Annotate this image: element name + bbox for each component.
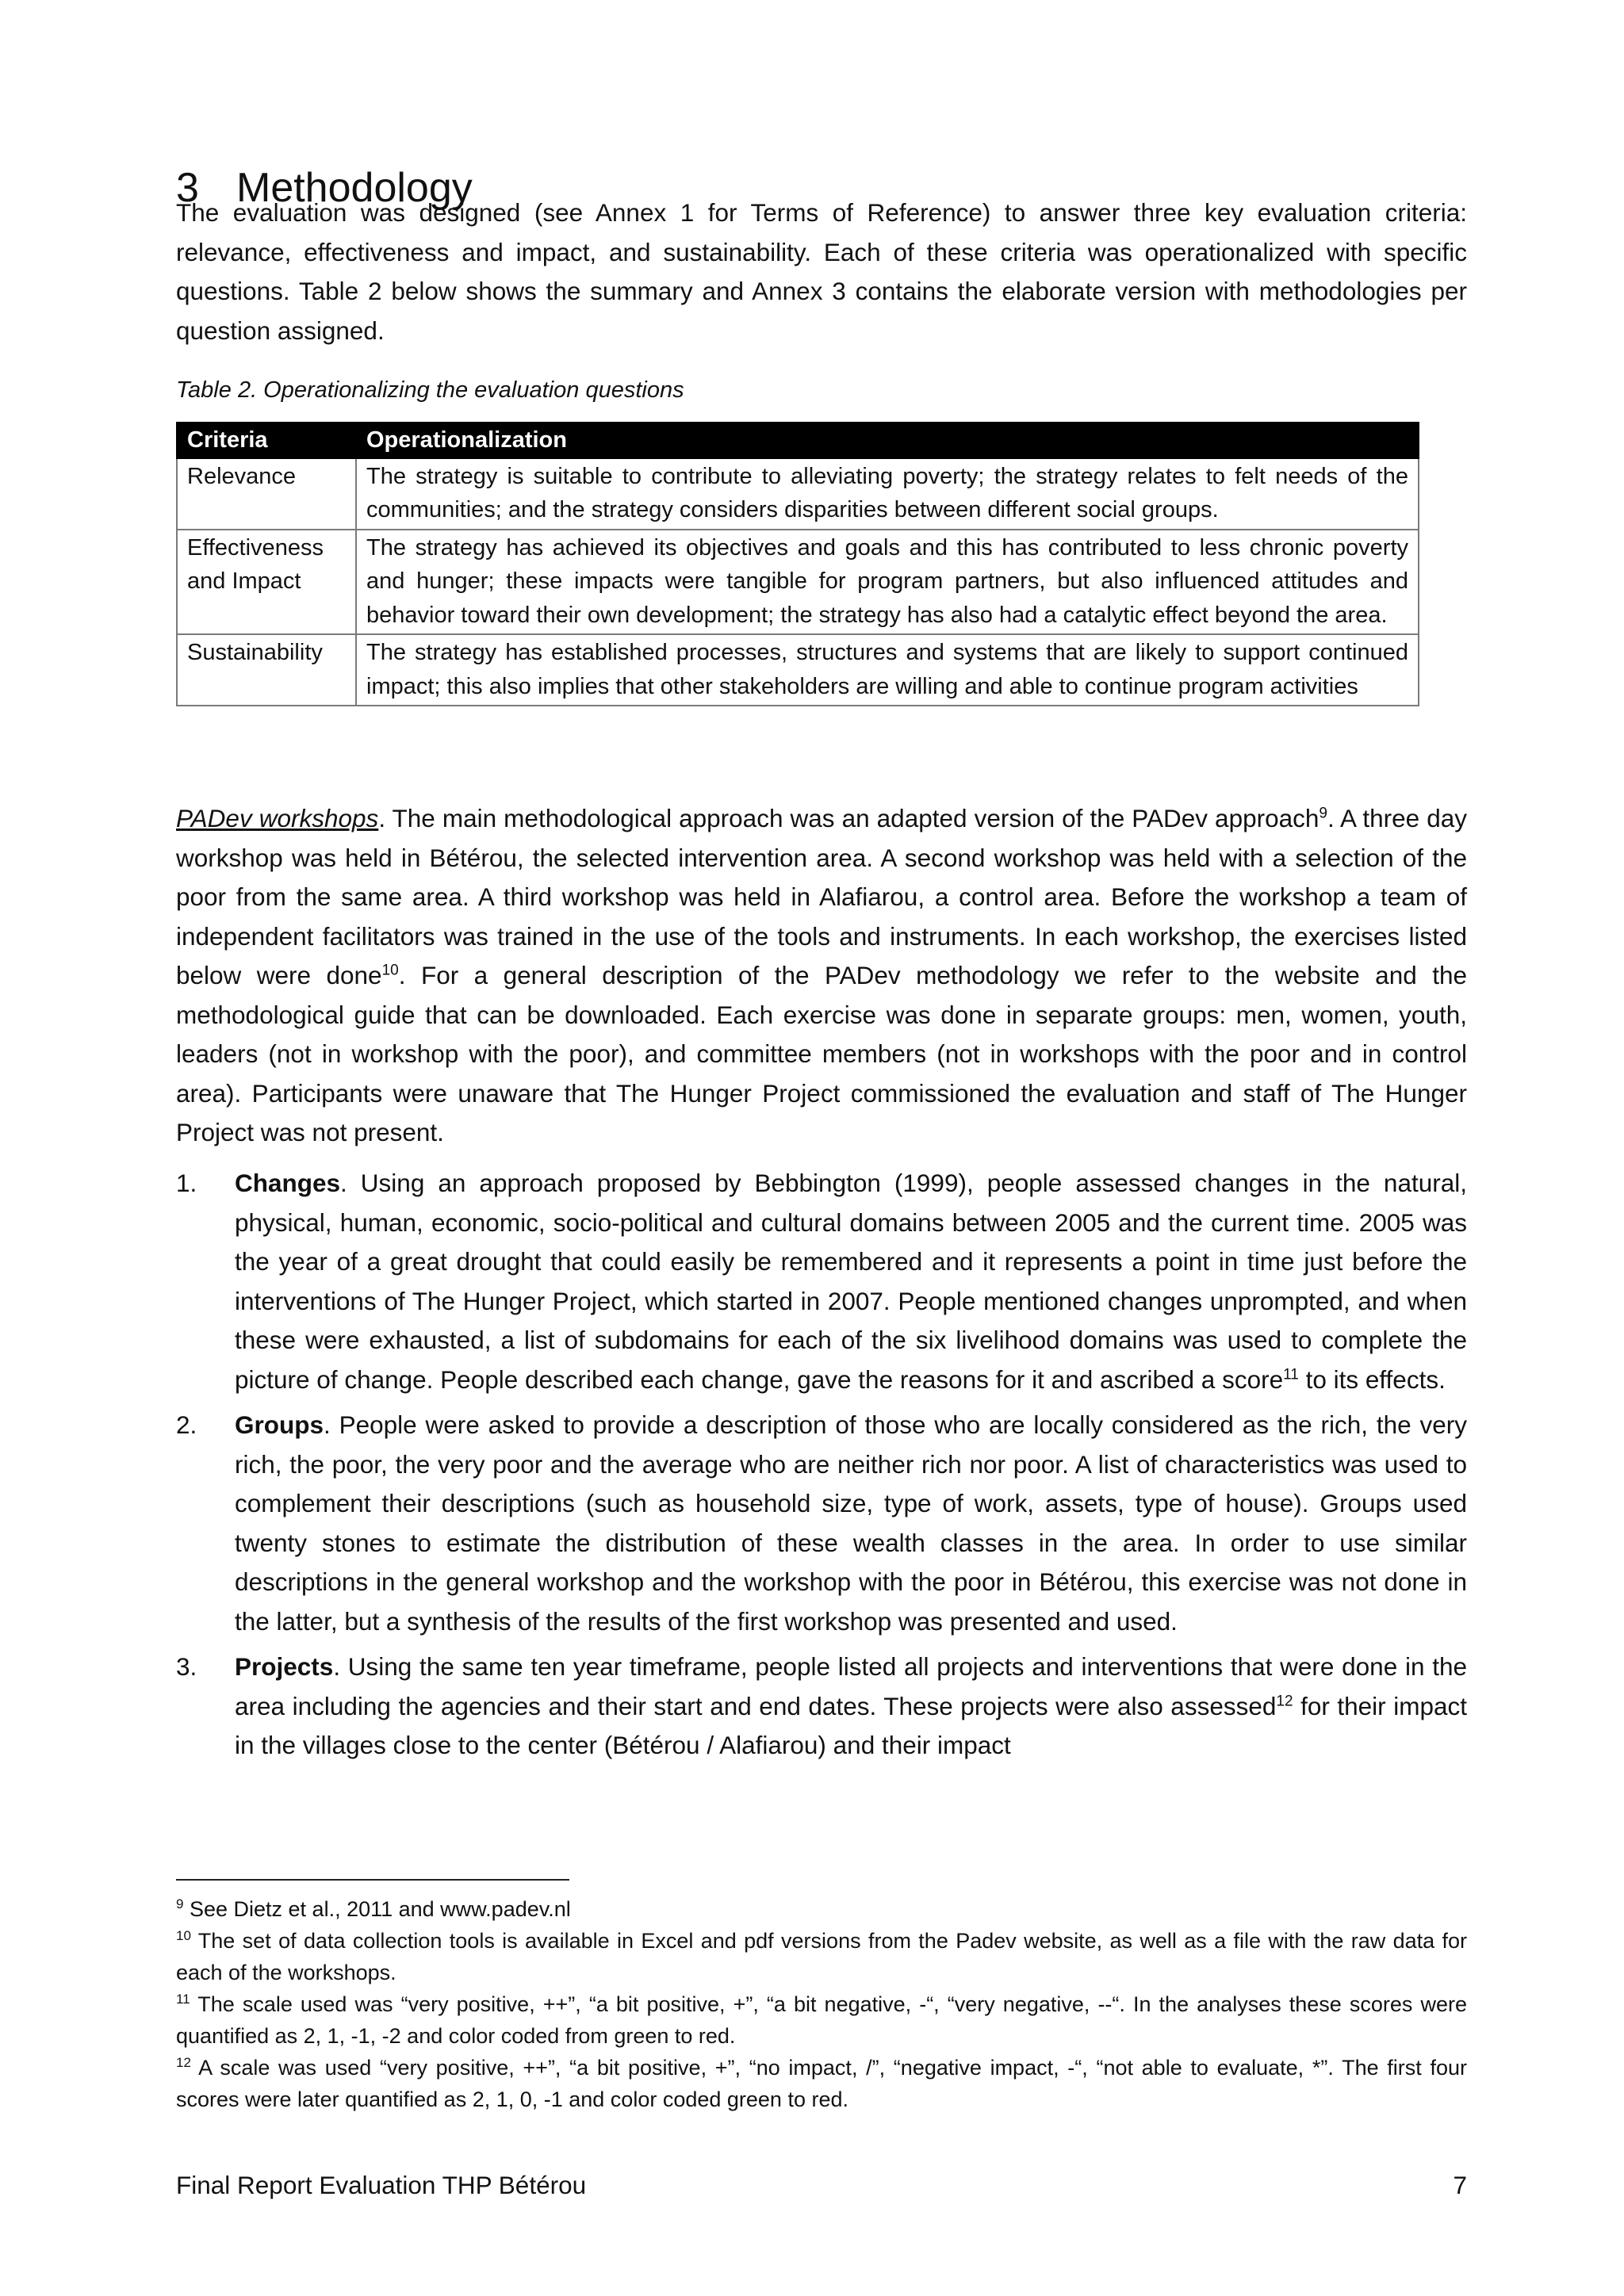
- table-row: [177, 634, 1419, 706]
- list-item-title: Groups: [235, 1410, 324, 1439]
- footnote-ref[interactable]: 11: [1283, 1366, 1299, 1383]
- footnote-number: 10: [176, 1928, 191, 1943]
- column-header-criteria: Criteria: [177, 423, 356, 458]
- page-footer: [176, 2169, 1467, 2201]
- table-header-row: [177, 423, 1419, 458]
- table-row: [177, 530, 1419, 635]
- section-number: 3: [176, 164, 199, 211]
- list-item-text: . Using the same ten year timeframe, people listed all projects and interventions that were done in the area including the agencies and their start and end dates. These projects were also assessed: [235, 1652, 1467, 1720]
- footnote-number: 11: [176, 1992, 190, 2007]
- padev-title: PADev workshops: [176, 804, 379, 832]
- footnote: [176, 1893, 1467, 1925]
- footnote-text: The scale used was “very positive, ++”, “a bit positive, +”, “a bit negative, -“, “very negative, --“. In the analyses these scores were quantified as 2, 1, -1, -2 and color coded from green to red.: [176, 1992, 1467, 2048]
- intro-paragraph: The evaluation was designed (see Annex 1 for Terms of Reference) to answer three key evaluation criteria: relevance, effectiveness and impact, and sustainability. Each of these criteria was operationalized with specific questions. Table 2 below shows the summary and Annex 3 contains the elaborate version with methodologies per question assigned.: [176, 198, 1467, 345]
- footnote: [176, 2052, 1467, 2115]
- padev-text: . The main methodological approach was an adapted version of the PADev approach: [378, 804, 1320, 832]
- list-number: 3.: [176, 1652, 197, 1681]
- table-caption: Table 2. Operationalizing the evaluation questions: [176, 377, 684, 403]
- list-item: [176, 1647, 1467, 1766]
- footnote-number: 9: [176, 1896, 184, 1911]
- footnote-ref[interactable]: 10: [381, 962, 399, 979]
- document-page: [176, 0, 1467, 2296]
- list-item-title: Changes: [235, 1169, 341, 1197]
- operationalization-cell: The strategy has achieved its objectives and goals and this has contributed to less chronic poverty and hunger; these impacts were tangible for program partners, but also influenced attitudes and behavior toward their own development; the strategy has also had a catalytic effect beyond the area.: [356, 530, 1419, 635]
- footnote-divider: [176, 1879, 569, 1881]
- operationalization-cell: The strategy is suitable to contribute to alleviating poverty; the strategy relates to felt needs of the communities; and the strategy considers disparities between different social groups.: [356, 458, 1419, 530]
- criteria-table: [176, 422, 1419, 706]
- padev-text: . For a general description of the PADev methodology we refer to the website and the methodological guide that can be downloaded. Each exercise was done in separate groups: men, women, youth, leaders (not in workshop with the poor), and committee members (not in workshops with the poor and in control area). Participants were unaware that The Hunger Project commissioned the evaluation and staff of The Hunger Project was not present.: [176, 961, 1467, 1146]
- footnote-number: 12: [176, 2055, 191, 2070]
- footnote-text: The set of data collection tools is available in Excel and pdf versions from the Padev website, as well as a file with the raw data for each of the workshops.: [176, 1929, 1467, 1984]
- list-item-text: . People were asked to provide a description of those who are locally considered as the rich, the very rich, the poor, the very poor and the average who are neither rich nor poor. A list of characteristics was used to complement their descriptions (such as household size, type of work, assets, type of house). Groups used twenty stones to estimate the distribution of these wealth classes in the area. In order to use similar descriptions in the general workshop and the workshop with the poor in Bétérou, this exercise was not done in the latter, but a synthesis of the results of the first workshop was presented and used.: [235, 1410, 1467, 1636]
- list-item-text: . Using an approach proposed by Bebbington (1999), people assessed changes in the natural, physical, human, economic, socio-political and cultural domains between 2005 and the current time. 2005 was the year of a great drought that could easily be remembered and it represents a point in time just before the interventions of The Hunger Project, which started in 2007. People mentioned changes unprompted, and when these were exhausted, a list of subdomains for each of the six livelihood domains was used to complete the picture of change. People described each change, gave the reasons for it and ascribed a score: [235, 1169, 1467, 1394]
- padev-text: . A three day workshop was held in Bétérou, the selected intervention area. A second workshop was held with a selection of the poor from the same area. A third workshop was held in Alafiarou, a control area. Before the workshop a team of independent facilitators was trained in the use of the tools and instruments. In each workshop, the exercises listed below were done: [176, 804, 1467, 989]
- table-row: [177, 458, 1419, 530]
- page-number: 7: [1453, 2171, 1467, 2199]
- operationalization-cell: The strategy has established processes, structures and systems that are likely to support continued impact; this also implies that other stakeholders are willing and able to continue program activities: [356, 634, 1419, 706]
- footer-title: Final Report Evaluation THP Bétérou: [176, 2171, 587, 2199]
- criteria-cell: Relevance: [177, 458, 356, 530]
- exercise-list: [176, 1164, 1467, 1772]
- list-item-text: to its effects.: [1298, 1364, 1446, 1394]
- footnote-ref[interactable]: 12: [1276, 1693, 1293, 1709]
- footnote-text: A scale was used “very positive, ++”, “a bit positive, +”, “no impact, /”, “negative impact, -“, “not able to evaluate, *”. The first four scores were later quantified as 2, 1, 0, -1 and color coded green to red.: [176, 2056, 1467, 2111]
- list-item: [176, 1164, 1467, 1399]
- section-title: Methodology: [236, 164, 473, 211]
- padev-paragraph: [176, 799, 1467, 1153]
- footnotes: [176, 1893, 1467, 2115]
- list-item-title: Projects: [235, 1652, 334, 1681]
- column-header-operationalization: Operationalization: [356, 423, 1419, 458]
- criteria-cell: Effectiveness and Impact: [177, 530, 356, 635]
- footnote: [176, 1988, 1467, 2052]
- list-item: [176, 1406, 1467, 1641]
- footnote-text: See Dietz et al., 2011 and www.padev.nl: [183, 1897, 571, 1921]
- footnote: [176, 1925, 1467, 1988]
- footnote-ref[interactable]: 9: [1319, 805, 1327, 822]
- criteria-cell: Sustainability: [177, 634, 356, 706]
- list-item-text: for their impact in the villages close to the center (Bétérou / Alafiarou) and their impact: [235, 1691, 1467, 1759]
- list-number: 1.: [176, 1169, 197, 1197]
- list-number: 2.: [176, 1410, 197, 1439]
